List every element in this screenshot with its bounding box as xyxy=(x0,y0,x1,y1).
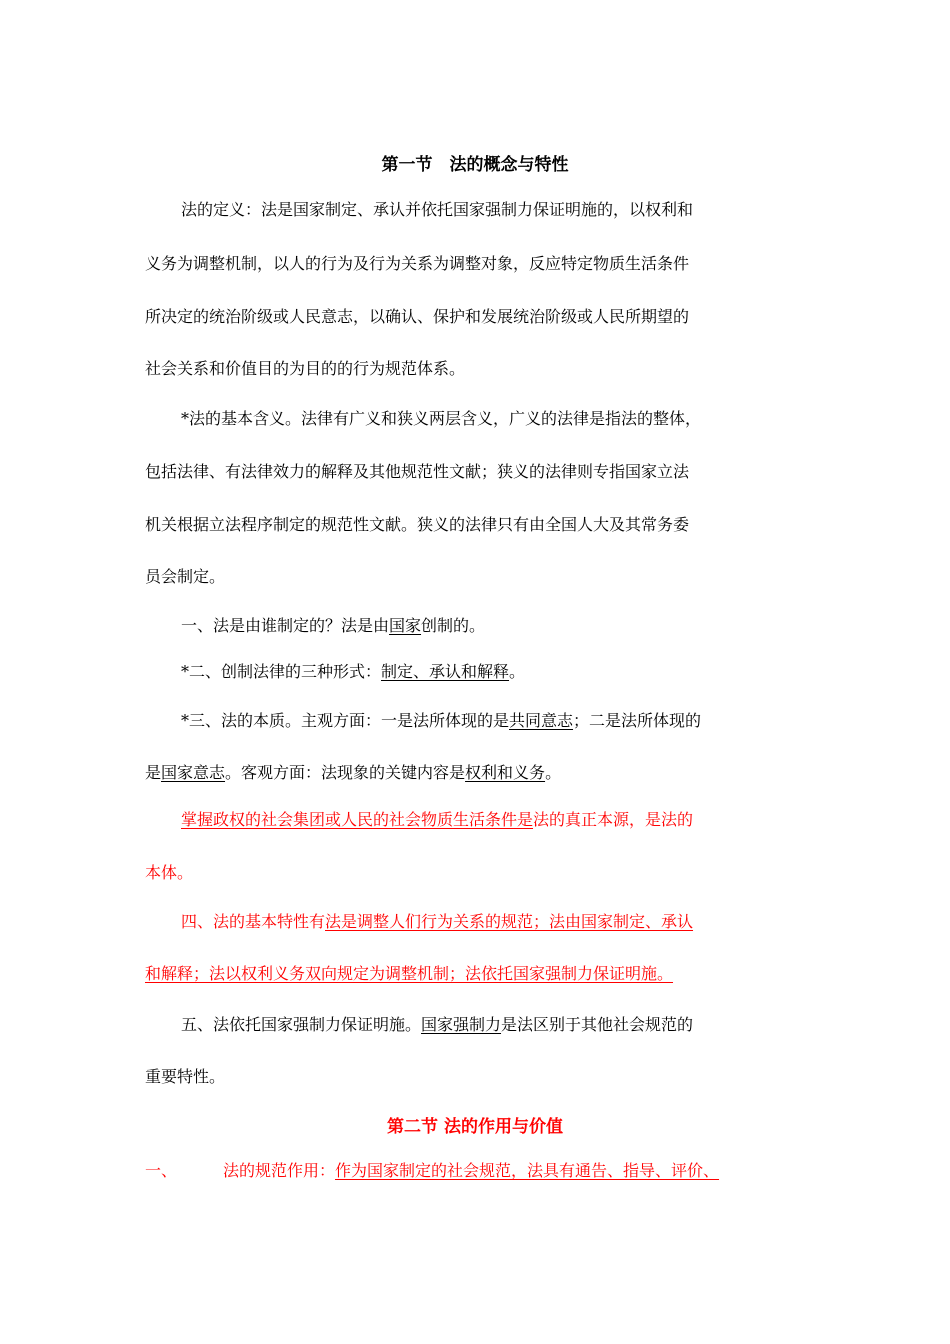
point-4-line-1 xyxy=(181,911,693,933)
point-3-mid: ；二是法所体现的 xyxy=(573,711,702,730)
point-2-tail: 。 xyxy=(509,662,526,681)
basic-meaning-line-2: 包括法律、有法律效力的解释及其他规范性文献；狭义的法律则专指国家立法 xyxy=(145,462,690,481)
point-3-line-2 xyxy=(145,762,561,784)
section-1-title: 第一节 法的概念与特性 xyxy=(381,155,569,175)
item-1-label: 法的规范作用： xyxy=(223,1161,336,1180)
point-5-text: 五、法依托国家强制力保证明施。 xyxy=(181,1015,422,1034)
point-3-text-3: 。客观方面：法现象的关键内容是 xyxy=(225,763,466,782)
point-3-tail: 。 xyxy=(545,763,562,782)
point-3-text: *三、法的本质。主观方面：一是法所体现的是 xyxy=(181,711,510,730)
point-3-line-1 xyxy=(181,710,701,732)
point-1-tail: 创制的。 xyxy=(421,616,486,635)
basic-meaning-line-3: 机关根据立法程序制定的规范性文献。狭义的法律只有由全国人大及其常务委 xyxy=(145,515,690,534)
definition-line-1: 法的定义：法是国家制定、承认并依托国家强制力保证明施的，以权利和 xyxy=(181,200,694,219)
point-5-line-2: 重要特性。 xyxy=(145,1067,226,1086)
source-underlined: 掌握政权的社会集团或人民的社会物质生活条件是 xyxy=(181,810,534,829)
point-3-text-2: 是 xyxy=(145,763,162,782)
definition-line-3: 所决定的统治阶级或人民意志，以确认、保护和发展统治阶级或人民所期望的 xyxy=(145,307,690,326)
point-2-underlined: 制定、承认和解释 xyxy=(381,662,510,681)
point-1-line xyxy=(181,615,485,637)
source-line-1 xyxy=(181,809,693,831)
definition-line-4: 社会关系和价值目的为目的的行为规范体系。 xyxy=(145,359,466,378)
point-4-underlined-2: 和解释；法以权利义务双向规定为调整机制；法依托国家强制力保证明施。 xyxy=(145,964,674,983)
point-3-underlined-2: 国家意志 xyxy=(161,763,226,782)
point-1-underlined: 国家 xyxy=(389,616,422,635)
point-4-underlined-1: 法是调整人们行为关系的规范；法由国家制定、承认 xyxy=(325,912,694,931)
section-2-item-1 xyxy=(145,1160,719,1182)
point-3-underlined-3: 权利和义务 xyxy=(465,763,546,782)
point-2-line xyxy=(181,661,525,683)
point-5-tail: 是法区别于其他社会规范的 xyxy=(501,1015,694,1034)
point-3-underlined-1: 共同意志 xyxy=(509,711,574,730)
section-2-title: 第二节 法的作用与价值 xyxy=(387,1117,563,1137)
item-1-number: 一、 xyxy=(145,1161,178,1180)
point-2-text: *二、创制法律的三种形式： xyxy=(181,662,382,681)
basic-meaning-line-1: *法的基本含义。法律有广义和狭义两层含义，广义的法律是指法的整体， xyxy=(181,409,702,428)
point-4-text: 四、法的基本特性有 xyxy=(181,912,326,931)
point-5-line-1 xyxy=(181,1014,693,1036)
source-line-2: 本体。 xyxy=(145,863,194,882)
point-1-text: 一、法是由谁制定的？法是由 xyxy=(181,616,390,635)
point-4-line-2 xyxy=(145,963,673,985)
item-1-underlined: 作为国家制定的社会规范，法具有通告、指导、评价、 xyxy=(335,1161,720,1180)
point-5-underlined: 国家强制力 xyxy=(421,1015,502,1034)
basic-meaning-line-4: 员会制定。 xyxy=(145,567,226,586)
definition-line-2: 义务为调整机制，以人的行为及行为关系为调整对象，反应特定物质生活条件 xyxy=(145,254,690,273)
source-text: 法的真正本源，是法的 xyxy=(533,810,694,829)
